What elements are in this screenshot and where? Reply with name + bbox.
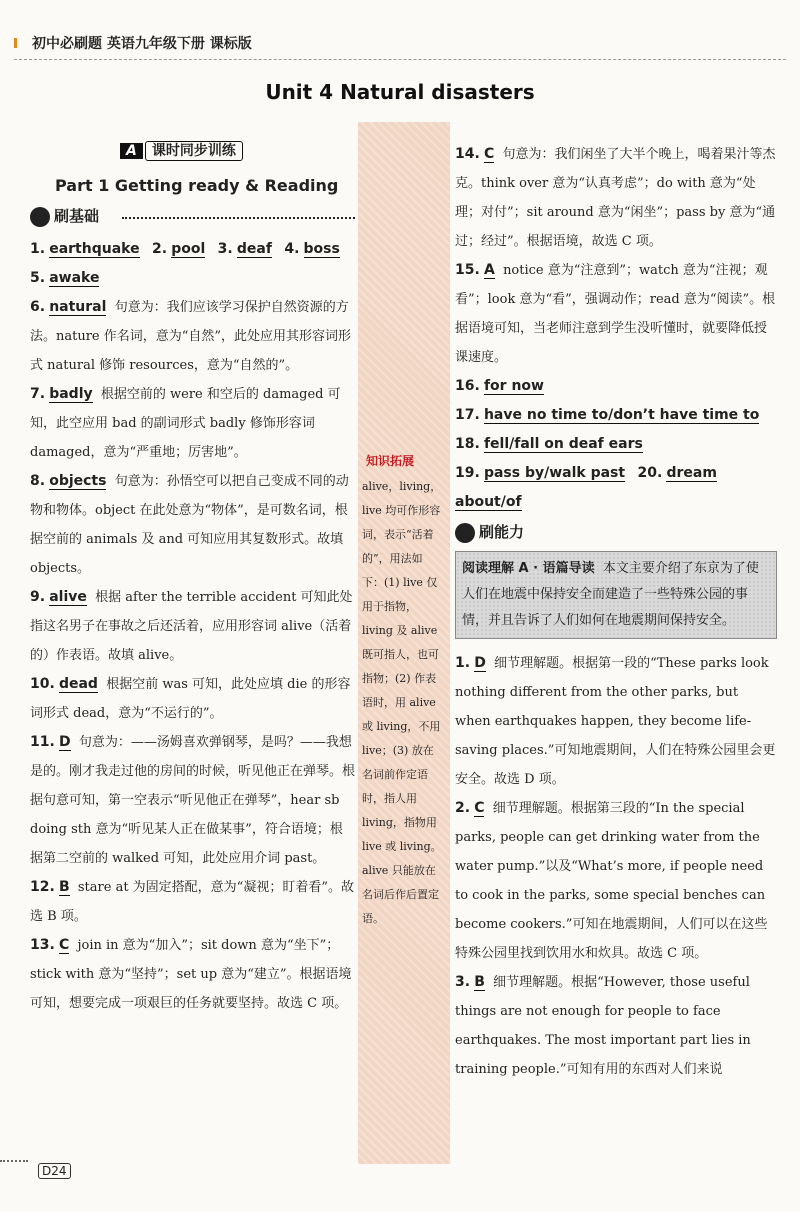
item-number: 3. [455, 974, 471, 990]
item-explanation: 细节理解题。根据“However, those useful things are not enough for people to face earthquakes. The most important part lies in training people.”可知有用的东西对人们来说 [455, 975, 751, 1077]
answer-item [30, 264, 355, 293]
item-explanation: 根据空前 was 可知，此处应填 die 的形容词形式 dead，意为“不运行的”。 [30, 677, 351, 721]
unit-title: Unit 4 Natural disasters [265, 80, 535, 104]
item-number: 1. [455, 655, 471, 671]
ability-heading [455, 521, 777, 543]
item-number: 2. [151, 241, 168, 257]
book-title: 初中必刷题 英语九年级下册 课标版 [32, 36, 252, 52]
item-answer: dream about/of [455, 465, 717, 510]
item-answer: natural [49, 299, 107, 315]
answer-item [455, 794, 777, 968]
item-number: 12. [30, 879, 55, 895]
item-number: 16. [455, 378, 480, 394]
item-answer: C [474, 800, 485, 816]
reading-guide-box [455, 551, 777, 639]
basics-heading [30, 205, 355, 227]
answer-item [30, 728, 355, 873]
item-number: 4. [284, 241, 300, 257]
item-answer: boss [303, 241, 340, 257]
item-answer: objects [49, 473, 107, 489]
corner-decoration [0, 1160, 28, 1162]
item-number: 15. [455, 262, 480, 278]
dotted-rule [122, 217, 355, 219]
item-answer: C [58, 937, 70, 953]
item-number: 18. [455, 436, 480, 452]
item-explanation: join in 意为“加入”；sit down 意为“坐下”；stick with 意为“坚持”；set up 意为“建立”。根据语境可知，想要完成一项艰巨的任务就要坚持。故选 C 项。 [30, 938, 352, 1011]
knowledge-sidebar [358, 122, 450, 1164]
item-number: 10. [30, 676, 55, 692]
answer-item [455, 372, 777, 401]
item-number: 20. [637, 465, 663, 481]
answer-item [455, 256, 777, 372]
item-explanation: 句意为：我们应该学习保护自然资源的方法。nature 作名词，意为“自然”，此处应用其形容词形式 natural 修饰 resources，意为“自然的”。 [30, 300, 352, 373]
right-column [455, 140, 777, 1084]
item-number: 11. [30, 734, 55, 750]
item-answer: have no time to/don’t have time to [483, 407, 760, 423]
item-explanation: 根据空前的 were 和空后的 damaged 可知，此空应用 bad 的副词形式 badly 修饰形容词 damaged，意为“严重地；厉害地”。 [30, 387, 341, 460]
reading-guide-label: 阅读理解 A · 语篇导读 [462, 561, 595, 576]
item-explanation: 细节理解题。根据第一段的“These parks look nothing different from the other parks, but when earthquakes happen, they become life-saving places.”可知地震期间，人们在特殊公园里会更安全。故选 D 项。 [455, 656, 776, 787]
item-answer: fell/fall on deaf ears [483, 436, 643, 452]
item-explanation: 句意为：孙悟空可以把自己变成不同的动物和物体。object 在此处意为“物体”，是可数名词，根据空前的 animals 及 and 可知应用其复数形式。故填 objects。 [30, 474, 349, 576]
item-number: 14. [455, 146, 480, 162]
item-number: 2. [455, 800, 471, 816]
answer-item [30, 873, 355, 931]
item-explanation: 细节理解题。根据第三段的“In the special parks, people can get drinking water from the water pump.”以及“What’s more, if people need to cook in the parks, some special benches can become cookers.”可知在地震期间，人们可以在这些特殊公园里找到饮用水和炊具。故选 C 项。 [455, 801, 768, 961]
header-accent-bar [14, 38, 17, 48]
item-explanation: stare at 为固定搭配，意为“凝视；盯着看”。故选 B 项。 [30, 880, 354, 924]
item-number: 5. [30, 270, 46, 286]
item-answer: B [474, 974, 485, 990]
answer-item [455, 401, 777, 430]
part-title: Part 1 Getting ready & Reading [55, 176, 339, 195]
item-number: 3. [217, 241, 233, 257]
item-explanation: notice 意为“注意到”；watch 意为“注视；观看”；look 意为“看”，强调动作；read 意为“阅读”。根据语境可知，当老师注意到学生没听懂时，就要降低授课速度。 [455, 263, 776, 365]
item-answer: deaf [236, 241, 272, 257]
item-answer: C [483, 146, 495, 162]
page-header [14, 28, 786, 60]
item-answer: dead [58, 676, 98, 692]
item-answer: alive [49, 589, 87, 605]
answer-item [30, 380, 355, 467]
item-answer: pool [171, 241, 206, 257]
answer-row-19-20 [455, 459, 777, 517]
item-explanation: 句意为：——汤姆喜欢弹钢琴，是吗？——我想是的。刚才我走过他的房间的时候，听见他正在弹琴。根据句意可知，第一空表示“听见他正在弹琴”，hear sb doing sth 意为“听见某人正在做某事”，符合语境；根据第二空前的 walked 可知，此处应用介词 past。 [30, 735, 356, 866]
item-answer: D [474, 655, 486, 671]
answer-row-1-4 [30, 235, 355, 264]
left-column [30, 140, 355, 1018]
answer-item [455, 649, 777, 794]
item-answer: awake [49, 270, 100, 286]
answer-item [30, 670, 355, 728]
section-title: 课时同步训练 [145, 141, 243, 161]
item-number: 1. [30, 241, 46, 257]
item-explanation: 根据 after the terrible accident 可知此处指这名男子在事故之后还活着，应用形容词 alive（活着的）作表语。故填 alive。 [30, 590, 353, 663]
section-letter: A [120, 143, 143, 159]
reading-guide-text: 本文主要介绍了东京为了使人们在地震中保持安全而建造了一些特殊公园的事情，并且告诉了人们如何在地震期间保持安全。 [462, 561, 759, 628]
book-icon [455, 523, 475, 543]
basics-label: 刷基础 [54, 207, 100, 225]
item-answer: A [483, 262, 495, 278]
item-number: 13. [30, 937, 55, 953]
book-icon [30, 207, 50, 227]
item-answer: badly [49, 386, 93, 402]
item-number: 9. [30, 589, 46, 605]
item-answer: pass by/walk past [483, 465, 626, 481]
item-number: 8. [30, 473, 46, 489]
item-answer: B [58, 879, 70, 895]
page-number: D24 [38, 1163, 71, 1179]
item-number: 6. [30, 299, 46, 315]
item-number: 17. [455, 407, 480, 423]
answer-item [455, 430, 777, 459]
answer-item [455, 968, 777, 1084]
item-answer: earthquake [49, 241, 140, 257]
answer-item [455, 140, 777, 256]
ability-label: 刷能力 [479, 523, 525, 541]
item-explanation: 句意为：我们闲坐了大半个晚上，喝着果汁等杰克。think over 意为“认真考虑”；do with 意为“处理；对付”；sit around 意为“闲坐”；pass by 意为“通过；经过”。根据语境，故选 C 项。 [455, 147, 776, 249]
answer-item [30, 583, 355, 670]
item-number: 7. [30, 386, 46, 402]
answer-item [30, 467, 355, 583]
answer-item [30, 931, 355, 1018]
item-answer: for now [483, 378, 544, 394]
tip-title: 知识拓展 [366, 454, 415, 468]
answer-item [30, 293, 355, 380]
tip-body: alive，living，live 均可作形容词，表示“活着的”，用法如下：(1) live 仅用于指物，living 及 alive 既可指人，也可指物；(2) 作表语时，用 alive 或 living，不用 live；(3) 放在名词前作定语时，指人用 living，指物用 live 或 living。alive 只能放在名词后作后置定语。 [362, 480, 442, 925]
item-number: 19. [455, 465, 480, 481]
section-heading [120, 140, 243, 160]
header-divider [14, 59, 786, 60]
item-answer: D [58, 734, 71, 750]
